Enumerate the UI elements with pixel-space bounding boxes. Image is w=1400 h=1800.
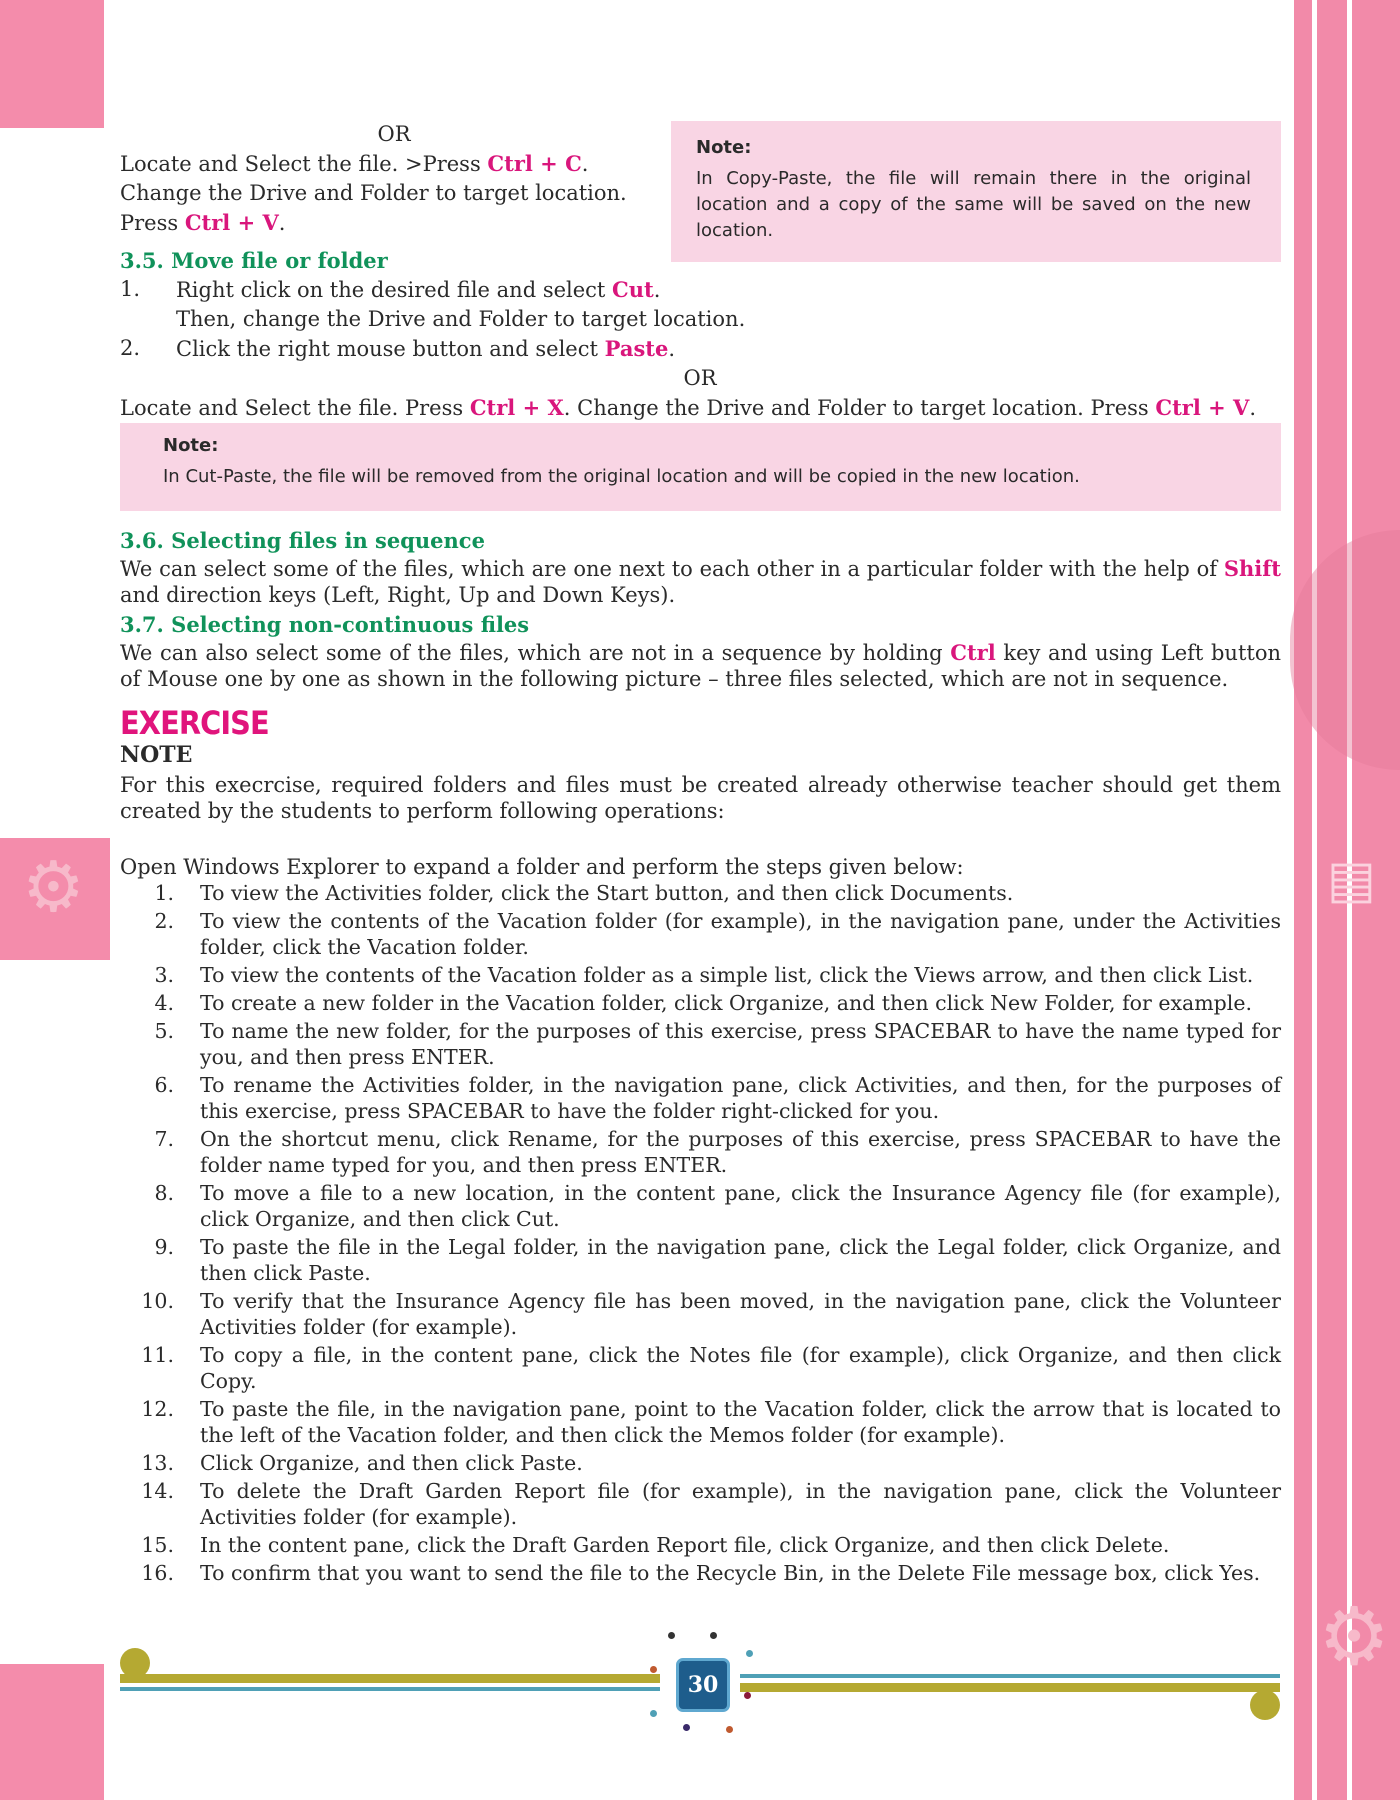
circuit-node xyxy=(710,1632,717,1639)
cut-keyword: Cut xyxy=(612,277,654,302)
exercise-step xyxy=(120,1396,1281,1448)
section-heading: 3.5. Move file or folder xyxy=(120,248,388,273)
step-text: To paste the file in the Legal folder, in the navigation pane, click the Legal folder, click Organize, and then click Paste. xyxy=(200,1235,1281,1285)
step-number: 14. xyxy=(141,1479,174,1503)
step-number: 1. xyxy=(154,881,174,905)
step-text: Click Organize, and then click Paste. xyxy=(200,1451,583,1475)
exercise-title: EXERCISE xyxy=(120,704,269,742)
copy-line-1: Locate and Select the file. >Press Ctrl + C. xyxy=(120,151,589,176)
step-text: In the content pane, click the Draft Garden Report file, click Organize, and then click Delete. xyxy=(200,1533,1170,1557)
move-alternative: Locate and Select the file. Press Ctrl + X. Change the Drive and Folder to target location. Press Ctrl + V. xyxy=(120,395,1257,420)
move-step-1: 1. Right click on the desired file and select Cut. Then, change the Drive and Folder to target location. xyxy=(120,277,746,331)
page-number: 30 xyxy=(676,1658,730,1712)
step-text: To name the new folder, for the purposes of this exercise, press SPACEBAR to have the name typed for you, and then press ENTER. xyxy=(200,1019,1281,1069)
section-heading: 3.7. Selecting non-continuous files xyxy=(120,612,530,637)
exercise-step xyxy=(120,1018,1281,1070)
move-step-2: 2. Click the right mouse button and select Paste. xyxy=(120,336,676,361)
exercise-step xyxy=(120,880,1281,906)
exercise-step xyxy=(120,1072,1281,1124)
step-number: 7. xyxy=(154,1127,174,1151)
circuit-node xyxy=(650,1666,657,1673)
sequence-text: We can select some of the files, which are one next to each other in a particular folder with the help of Shift and direction keys (Left, Right, Up and Down Keys). xyxy=(120,556,1281,607)
step-number: 6. xyxy=(154,1073,174,1097)
circuit-node xyxy=(726,1726,733,1733)
step-number: 9. xyxy=(154,1235,174,1259)
exercise-step xyxy=(120,1342,1281,1394)
copy-line-3: Press Ctrl + V. xyxy=(120,210,286,235)
step-text: To move a file to a new location, in the content pane, click the Insurance Agency file (for example), click Organize, and then click Cut. xyxy=(200,1181,1281,1231)
exercise-step xyxy=(120,1288,1281,1340)
exercise-note-text: For this execrcise, required folders and files must be created already otherwise teacher should get them created by the students to perform following operations: xyxy=(120,773,1281,823)
step-text: To verify that the Insurance Agency file has been moved, in the navigation pane, click the Volunteer Activities folder (for example). xyxy=(200,1289,1281,1339)
exercise-note-label: NOTE xyxy=(120,742,193,768)
noncontinuous-text: We can also select some of the files, which are not in a sequence by holding Ctrl key and using Left button of Mouse one by one as shown in the following picture – three files selected, which are not in sequence. xyxy=(120,640,1281,691)
step-text: To rename the Activities folder, in the navigation pane, click Activities, and then, for the purposes of this exercise, press SPACEBAR to have the folder right-clicked for you. xyxy=(200,1073,1281,1123)
exercise-step xyxy=(120,1450,1281,1476)
footer-line xyxy=(740,1683,1280,1692)
exercise-step xyxy=(120,908,1281,960)
step-number: 4. xyxy=(154,991,174,1015)
step-number: 8. xyxy=(154,1181,174,1205)
step-text: To view the Activities folder, click the Start button, and then click Documents. xyxy=(200,881,1014,905)
copy-paste-note xyxy=(671,121,1281,262)
or-label: OR xyxy=(683,366,717,390)
exercise-step xyxy=(120,1180,1281,1232)
note-text: In Cut-Paste, the file will be removed from the original location and will be copied in the new location. xyxy=(163,466,1080,487)
note-text: In Copy-Paste, the file will remain there in the original location and a copy of the same will be saved on the new location. xyxy=(696,168,1251,241)
copy-line-2: Change the Drive and Folder to target location. xyxy=(120,181,627,205)
step-text: To view the contents of the Vacation folder (for example), in the navigation pane, under the Activities folder, click the Vacation folder. xyxy=(200,909,1281,959)
paste-keyword: Paste xyxy=(604,336,669,361)
step-text: To confirm that you want to send the file to the Recycle Bin, in the Delete File message box, click Yes. xyxy=(200,1561,1261,1585)
note-title: Note: xyxy=(696,137,752,158)
shortcut-ctrl-v: Ctrl + V xyxy=(184,210,279,235)
shortcut-ctrl-c: Ctrl + C xyxy=(487,151,582,176)
step-number: 12. xyxy=(141,1397,174,1421)
circuit-node xyxy=(746,1650,753,1657)
circuit-node xyxy=(650,1710,657,1717)
exercise-step xyxy=(120,1560,1281,1586)
circuit-node xyxy=(668,1632,675,1639)
copy-shortcut-section xyxy=(120,120,660,238)
step-text: To copy a file, in the content pane, click the Notes file (for example), click Organize, and then click Copy. xyxy=(200,1343,1281,1393)
exercise-intro: Open Windows Explorer to expand a folder and perform the steps given below: xyxy=(120,855,964,879)
step-number: 2. xyxy=(154,909,174,933)
note-title: Note: xyxy=(163,435,219,456)
step-number: 15. xyxy=(141,1533,174,1557)
exercise-step xyxy=(120,1478,1281,1530)
step-text: To delete the Draft Garden Report file (for example), in the navigation pane, click the Volunteer Activities folder (for example). xyxy=(200,1479,1281,1529)
exercise-step xyxy=(120,1532,1281,1558)
corner-decoration-top-left xyxy=(0,0,104,128)
band-stripe xyxy=(1312,0,1317,1800)
footer-dot xyxy=(1250,1690,1280,1720)
or-label: OR xyxy=(377,122,411,146)
circuit-node xyxy=(683,1724,690,1731)
cut-paste-note xyxy=(120,423,1281,511)
exercise-steps xyxy=(120,880,1281,1586)
exercise-step xyxy=(120,990,1281,1016)
exercise-step xyxy=(120,1126,1281,1178)
exercise-step xyxy=(120,1234,1281,1286)
step-text: To create a new folder in the Vacation folder, click Organize, and then click New Folder, for example. xyxy=(200,991,1252,1015)
step-number: 11. xyxy=(141,1343,174,1367)
exercise-section xyxy=(120,704,1281,1588)
footer-line xyxy=(120,1687,660,1691)
footer-line xyxy=(740,1674,1280,1678)
step-text: To view the contents of the Vacation folder as a simple list, click the Views arrow, and then click List. xyxy=(200,963,1254,987)
exercise-step xyxy=(120,962,1281,988)
robot-icon: ⚙ xyxy=(1318,1590,1390,1683)
move-file-section xyxy=(120,246,1282,423)
step-number: 3. xyxy=(154,963,174,987)
section-heading: 3.6. Selecting files in sequence xyxy=(120,528,485,553)
circuit-node xyxy=(744,1692,751,1699)
step-text: To paste the file, in the navigation pane, point to the Vacation folder, click the arrow that is located to the left of the Vacation folder, and then click the Memos folder (for example). xyxy=(200,1397,1281,1447)
selection-sections xyxy=(120,526,1281,692)
step-text: On the shortcut menu, click Rename, for the purposes of this exercise, press SPACEBAR to have the folder name typed for you, and then press ENTER. xyxy=(200,1127,1281,1177)
step-number: 13. xyxy=(141,1451,174,1475)
step-number: 5. xyxy=(154,1019,174,1043)
step-number: 10. xyxy=(141,1289,174,1313)
robot-icon: ⚙ xyxy=(22,846,85,928)
corner-decoration-bottom-left xyxy=(0,1664,104,1800)
footer-line xyxy=(120,1674,660,1683)
step-number: 16. xyxy=(141,1561,174,1585)
chip-icon: ▤ xyxy=(1326,850,1376,910)
